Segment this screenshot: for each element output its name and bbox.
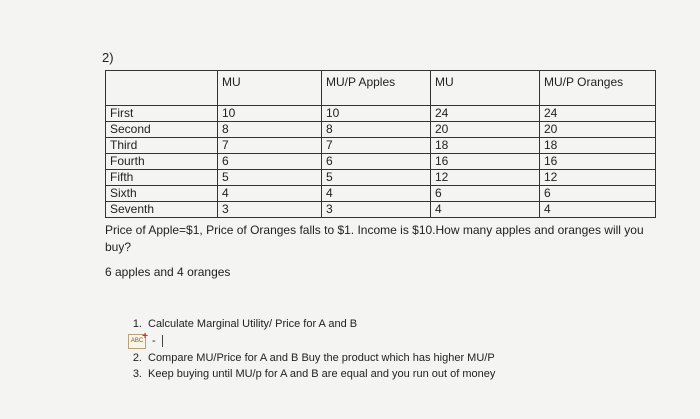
step-text: Calculate Marginal Utility/ Price for A and B bbox=[148, 318, 358, 330]
table-cell: 6 bbox=[540, 186, 656, 202]
table-row bbox=[106, 186, 656, 202]
table-cell: 7 bbox=[218, 138, 322, 154]
table-cell: 3 bbox=[322, 202, 431, 218]
header-cell: MU/P Oranges bbox=[540, 71, 656, 106]
table-cell: 5 bbox=[322, 170, 431, 186]
dash-mark: - bbox=[152, 335, 156, 347]
table-cell: 7 bbox=[322, 138, 431, 154]
table-cell: 10 bbox=[322, 106, 431, 122]
step-number: 1. bbox=[132, 318, 142, 330]
table-cell: 24 bbox=[431, 106, 540, 122]
answer-text: 6 apples and 4 oranges bbox=[105, 265, 231, 279]
marginal-utility-table bbox=[105, 70, 656, 218]
header-cell: MU bbox=[431, 71, 540, 106]
list-item bbox=[128, 316, 495, 332]
table-cell: 16 bbox=[540, 154, 656, 170]
table-cell: Sixth bbox=[106, 186, 218, 202]
solution-steps bbox=[128, 316, 495, 382]
table-cell: Fourth bbox=[106, 154, 218, 170]
table-cell: 12 bbox=[431, 170, 540, 186]
table-row bbox=[106, 170, 656, 186]
table-cell: 4 bbox=[540, 202, 656, 218]
header-cell: MU/P Apples bbox=[322, 71, 431, 106]
table-cell: 4 bbox=[431, 202, 540, 218]
table-row bbox=[106, 138, 656, 154]
table-cell: 5 bbox=[218, 170, 322, 186]
table-cell: 3 bbox=[218, 202, 322, 218]
text-cursor bbox=[162, 335, 163, 347]
table-cell: 18 bbox=[540, 138, 656, 154]
table-cell: 24 bbox=[540, 106, 656, 122]
table-cell: 6 bbox=[218, 154, 322, 170]
table-cell: 8 bbox=[322, 122, 431, 138]
table-cell: Second bbox=[106, 122, 218, 138]
table-cell: 20 bbox=[431, 122, 540, 138]
table-cell: Third bbox=[106, 138, 218, 154]
table-header-row bbox=[106, 71, 656, 106]
step-number: 3. bbox=[132, 368, 142, 380]
question-number: 2) bbox=[102, 50, 114, 65]
table-cell: 10 bbox=[218, 106, 322, 122]
table-cell: 18 bbox=[431, 138, 540, 154]
table-row bbox=[106, 106, 656, 122]
abc-edit-icon[interactable]: ABC + bbox=[128, 334, 146, 349]
list-item bbox=[128, 350, 495, 366]
step-text: Keep buying until MU/p for A and B are equal and you run out of money bbox=[148, 368, 496, 380]
header-cell bbox=[106, 71, 218, 106]
table-cell: Seventh bbox=[106, 202, 218, 218]
table-cell: 16 bbox=[431, 154, 540, 170]
step-text: Compare MU/Price for A and B Buy the product which has higher MU/P bbox=[148, 352, 495, 364]
edit-mark-row bbox=[128, 332, 495, 350]
header-cell: MU bbox=[218, 71, 322, 106]
table-cell: 8 bbox=[218, 122, 322, 138]
table-cell: 20 bbox=[540, 122, 656, 138]
table-row bbox=[106, 154, 656, 170]
table-cell: 4 bbox=[322, 186, 431, 202]
table-row bbox=[106, 122, 656, 138]
table-cell: Fifth bbox=[106, 170, 218, 186]
table-cell: 4 bbox=[218, 186, 322, 202]
question-text: Price of Apple=$1, Price of Oranges falls to $1. Income is $10.How many apples and oranges will you buy? bbox=[105, 223, 644, 254]
step-number: 2. bbox=[132, 352, 142, 364]
table-cell: 6 bbox=[322, 154, 431, 170]
table-cell: First bbox=[106, 106, 218, 122]
table-row bbox=[106, 202, 656, 218]
table-cell: 6 bbox=[431, 186, 540, 202]
list-item bbox=[128, 366, 495, 382]
table-cell: 12 bbox=[540, 170, 656, 186]
